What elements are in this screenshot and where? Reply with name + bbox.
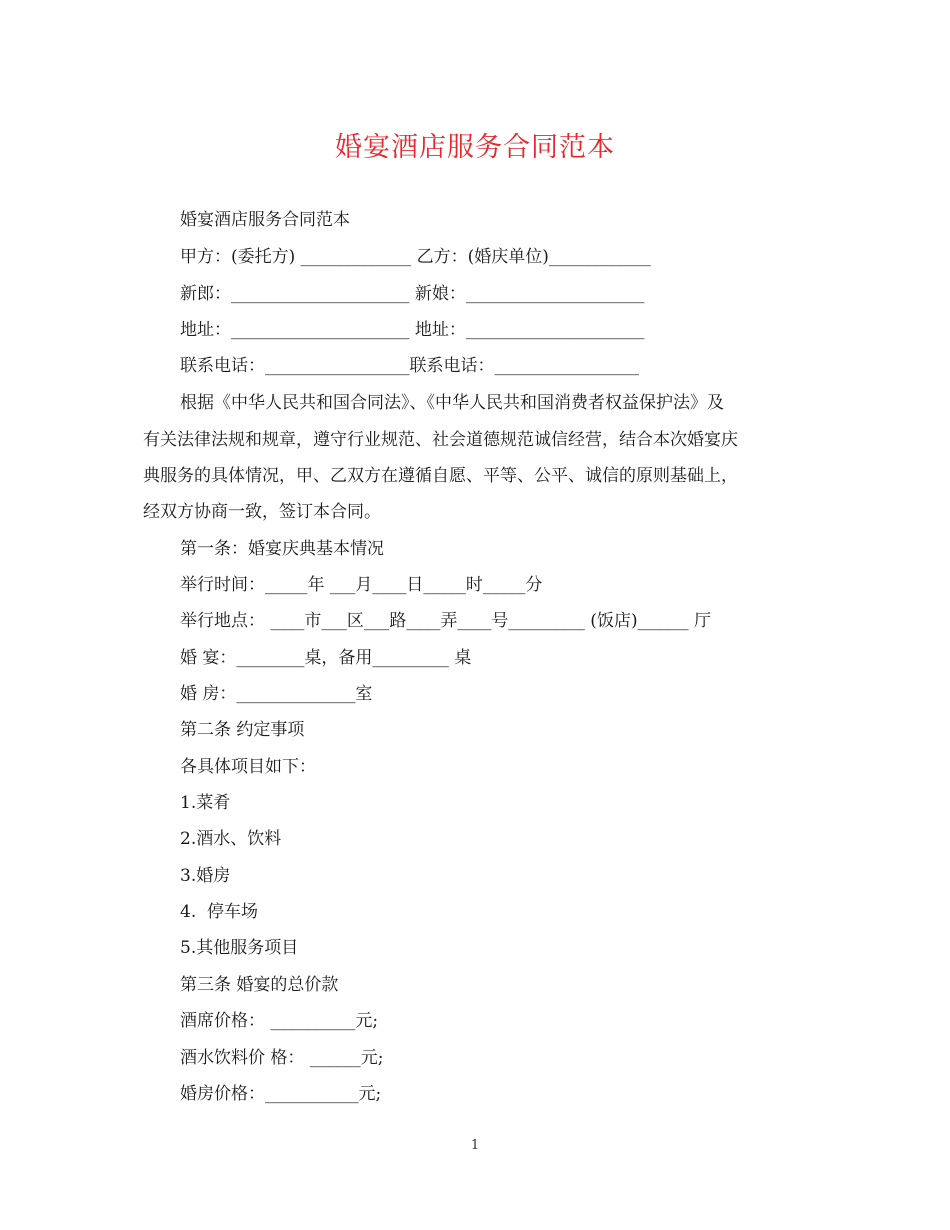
article2-heading: 第二条 约定事项 [180, 720, 305, 740]
groom-bride-line: 新郎：_____________________ 新娘：_____________________ [180, 284, 645, 304]
bridal-room-line: 婚 房：______________室 [180, 684, 373, 704]
article2-intro: 各具体项目如下： [180, 757, 316, 777]
banquet-line: 婚 宴：________桌，备用_________ 桌 [180, 648, 472, 668]
document-title: 婚宴酒店服务合同范本 [335, 132, 615, 163]
event-time-line: 举行时间：_____年 ___月____日_____时_____分 [180, 575, 543, 595]
drink-price-line: 酒水饮料价 格： ______元; [180, 1048, 384, 1068]
article3-heading: 第三条 婚宴的总价款 [180, 975, 339, 995]
room-price-line: 婚房价格：___________元; [180, 1084, 382, 1104]
list-item: 5.其他服务项目 [180, 938, 299, 958]
address-line: 地址：_____________________ 地址：_____________________ [180, 320, 645, 340]
phone-line: 联系电话：_________________联系电话：_________________ [180, 356, 639, 376]
list-item: 1.菜肴 [180, 793, 231, 813]
subtitle: 婚宴酒店服务合同范本 [180, 210, 350, 230]
event-place-line: 举行地点： ____市___区___路____弄____号_________ (饭店)______ 厅 [180, 611, 711, 631]
preamble-line-3: 典服务的具体情况，甲、乙双方在遵循自愿、平等、公平、诚信的原则基础上， [143, 466, 738, 486]
article1-heading: 第一条：婚宴庆典基本情况 [180, 539, 384, 559]
table-price-line: 酒席价格： __________元; [180, 1011, 379, 1031]
list-item: 3.婚房 [180, 866, 231, 886]
list-item: 2.酒水、饮料 [180, 829, 282, 849]
party-line: 甲方：(委托方) _____________ 乙方：(婚庆单位)____________ [180, 247, 651, 267]
preamble-line-2: 有关法律法规和规章，遵守行业规范、社会道德规范诚信经营，结合本次婚宴庆 [143, 430, 738, 450]
list-item: 4. 停车场 [180, 902, 259, 922]
preamble-line-4: 经双方协商一致，签订本合同。 [143, 502, 381, 522]
preamble-line-1: 根据《中华人民共和国合同法》、《中华人民共和国消费者权益保护法》及 [180, 393, 724, 413]
page-number: 1 [470, 1138, 480, 1153]
